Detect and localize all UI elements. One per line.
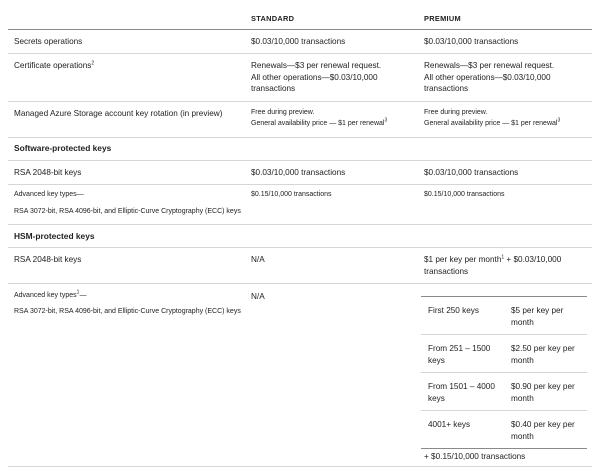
row-label: RSA 2048-bit keys	[14, 255, 82, 264]
tier-range: First 250 keys	[428, 306, 479, 315]
table-bottom-border	[8, 466, 592, 467]
row-divider	[8, 53, 592, 54]
tier-range: 4001+ keys	[428, 420, 471, 429]
row-label: Advanced key types— RSA 3072-bit, RSA 4096-bit, and Elliptic-Curve Cryptography (ECC) keys	[14, 191, 241, 215]
premium-cell: $0.03/10,000 transactions	[424, 37, 519, 46]
row-label: Secrets operations	[14, 37, 83, 46]
tier-row	[421, 373, 587, 411]
standard-cell: Renewals—$3 per renewal request. All other operations—$0.03/10,000 transactions	[251, 61, 382, 93]
standard-cell: Free during preview. General availability price — $1 per renewal$^3$	[251, 109, 388, 127]
premium-cell: Renewals—$3 per renewal request. All other operations—$0.03/10,000 transactions	[424, 61, 555, 93]
tier-row	[421, 335, 587, 373]
tier-price: $0.90 per key per month	[511, 382, 575, 403]
row-divider	[8, 283, 592, 284]
tier-row	[421, 297, 587, 335]
header-divider	[8, 29, 592, 30]
row-label: Advanced key types$^1$— RSA 3072-bit, RSA 4096-bit, and Elliptic-Curve Cryptography (ECC) keys	[14, 289, 241, 315]
standard-cell: $0.03/10,000 transactions	[251, 37, 346, 46]
standard-cell: N/A	[251, 292, 265, 301]
row-divider	[8, 224, 592, 225]
tier-row	[421, 411, 587, 449]
standard-cell: N/A	[251, 255, 265, 264]
tier-footer: + $0.15/10,000 transactions	[424, 452, 526, 461]
tier-price: $2.50 per key per month	[511, 344, 575, 365]
tier-range: From 1501 – 4000 keys	[428, 382, 495, 403]
row-divider	[8, 101, 592, 102]
standard-column-header: STANDARD	[251, 14, 295, 23]
standard-cell: $0.15/10,000 transactions	[251, 191, 332, 198]
tier-range: From 251 – 1500 keys	[428, 344, 491, 365]
software-section-title: Software-protected keys	[14, 143, 112, 153]
hsm-tier-table	[421, 296, 587, 449]
premium-column-header: PREMIUM	[424, 14, 461, 23]
row-label: Certificate operations$^2$	[14, 60, 95, 70]
row-divider	[8, 137, 592, 138]
tier-price: $5 per key per month	[511, 306, 564, 327]
row-label: Managed Azure Storage account key rotation (in preview)	[14, 109, 223, 118]
standard-cell: $0.03/10,000 transactions	[251, 168, 346, 177]
premium-cell: $0.03/10,000 transactions	[424, 168, 519, 177]
row-label: RSA 2048-bit keys	[14, 168, 82, 177]
premium-cell: $0.15/10,000 transactions	[424, 191, 505, 198]
row-divider	[8, 247, 592, 248]
tier-price: $0.40 per key per month	[511, 420, 575, 441]
row-divider	[8, 184, 592, 185]
hsm-section-title: HSM-protected keys	[14, 231, 95, 241]
row-divider	[8, 160, 592, 161]
premium-cell: $1 per key per month$^1$ + $0.03/10,000 transactions	[424, 254, 562, 276]
premium-cell: Free during preview. General availability price — $1 per renewal$^3$	[424, 109, 561, 127]
